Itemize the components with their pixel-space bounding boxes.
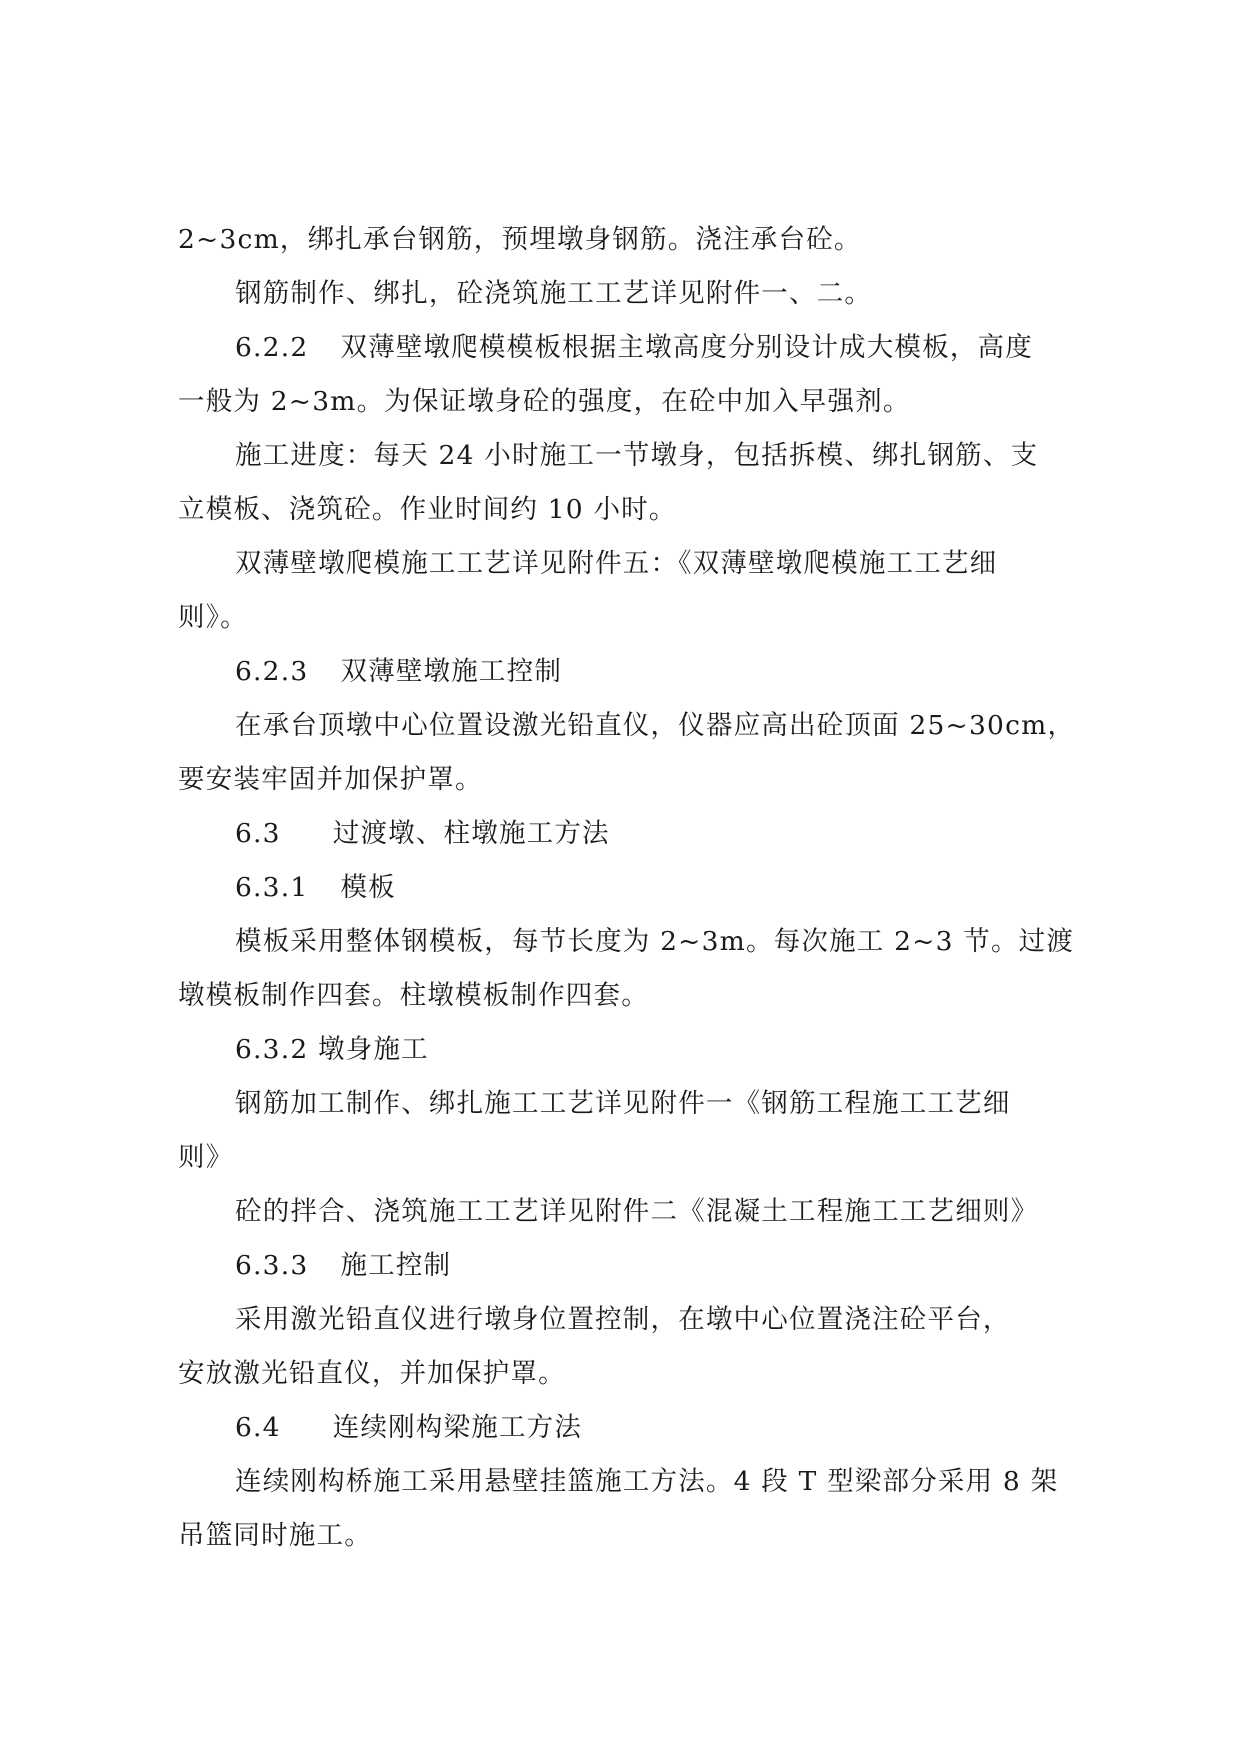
- section-number: 6.4: [235, 1412, 281, 1443]
- text-line: 墩模板制作四套。柱墩模板制作四套。: [178, 980, 649, 1011]
- paragraph-continuation: [178, 494, 1078, 526]
- text-line: 施工进度：每天 24 小时施工一节墩身，包括拆模、绑扎钢筋、支: [235, 440, 1039, 471]
- text-line: 在承台顶墩中心位置设激光铅直仪，仪器应高出砼顶面 25~30cm，: [235, 710, 1076, 741]
- paragraph-continuation: [178, 1520, 1078, 1552]
- text-line: 模板采用整体钢模板，每节长度为 2~3m。每次施工 2~3 节。过渡: [235, 926, 1075, 957]
- paragraph: [235, 926, 1135, 958]
- text-line: 钢筋加工制作、绑扎施工工艺详见附件一《钢筋工程施工工艺细: [235, 1088, 1011, 1119]
- paragraph: [235, 1196, 1135, 1228]
- text-line: 双薄壁墩爬模施工工艺详见附件五：《双薄壁墩爬模施工工艺细: [235, 548, 998, 579]
- paragraph: [235, 548, 1135, 580]
- text-line: 安放激光铅直仪，并加保护罩。: [178, 1358, 566, 1389]
- section-title: 施工控制: [340, 1250, 452, 1281]
- text-line: 连续刚构桥施工采用悬壁挂篮施工方法。4 段 T 型梁部分采用 8 架: [235, 1466, 1059, 1497]
- paragraph-continuation: [178, 1358, 1078, 1390]
- text-line: 则》: [178, 1142, 234, 1173]
- text-line: 则》。: [178, 602, 248, 633]
- paragraph: [235, 1088, 1135, 1120]
- paragraph-continuation: [178, 386, 1078, 418]
- section-heading-6-3-2: [235, 1034, 1135, 1066]
- section-number: 6.3.3: [235, 1250, 309, 1281]
- text-line: 双薄壁墩爬模模板根据主墩高度分别设计成大模板，高度: [340, 332, 1033, 363]
- paragraph-continuation: [178, 602, 1078, 634]
- text-line: 要安装牢固并加保护罩。: [178, 764, 483, 795]
- section-heading-6-3-1: [235, 872, 1135, 904]
- paragraph: [235, 1466, 1135, 1498]
- section-title: 6.3.2 墩身施工: [235, 1034, 429, 1065]
- paragraph: [235, 1304, 1135, 1336]
- section-number: 6.2.2: [235, 332, 309, 363]
- section-heading-6-2-3: [235, 656, 1135, 688]
- paragraph-continuation: [178, 1142, 1078, 1174]
- section-heading-6-3: [235, 818, 1135, 850]
- text-line: 2~3cm，绑扎承台钢筋，预埋墩身钢筋。浇注承台砼。: [178, 224, 862, 255]
- section-heading-6-2-2: [235, 332, 1135, 364]
- text-line: 砼的拌合、浇筑施工工艺详见附件二《混凝土工程施工工艺细则》: [235, 1196, 1039, 1227]
- text-line: 立模板、浇筑砼。作业时间约 10 小时。: [178, 494, 677, 525]
- paragraph: [235, 440, 1135, 472]
- section-number: 6.2.3: [235, 656, 309, 687]
- text-line: 一般为 2~3m。为保证墩身砼的强度，在砼中加入早强剂。: [178, 386, 911, 417]
- section-title: 连续刚构梁施工方法: [332, 1412, 583, 1443]
- paragraph: [235, 278, 1135, 310]
- section-number: 6.3: [235, 818, 281, 849]
- paragraph-continuation: [178, 764, 1078, 796]
- paragraph: [235, 710, 1135, 742]
- text-line: 钢筋制作、绑扎，砼浇筑施工工艺详见附件一、二。: [235, 278, 873, 309]
- section-number: 6.3.1: [235, 872, 309, 903]
- paragraph-continuation: [178, 224, 1078, 256]
- section-title: 过渡墩、柱墩施工方法: [332, 818, 610, 849]
- section-heading-6-3-3: [235, 1250, 1135, 1282]
- section-title: 双薄壁墩施工控制: [340, 656, 563, 687]
- text-line: 吊篮同时施工。: [178, 1520, 372, 1551]
- text-line: 采用激光铅直仪进行墩身位置控制，在墩中心位置浇注砼平台，: [235, 1304, 1011, 1335]
- section-heading-6-4: [235, 1412, 1135, 1444]
- paragraph-continuation: [178, 980, 1078, 1012]
- section-title: 模板: [340, 872, 396, 903]
